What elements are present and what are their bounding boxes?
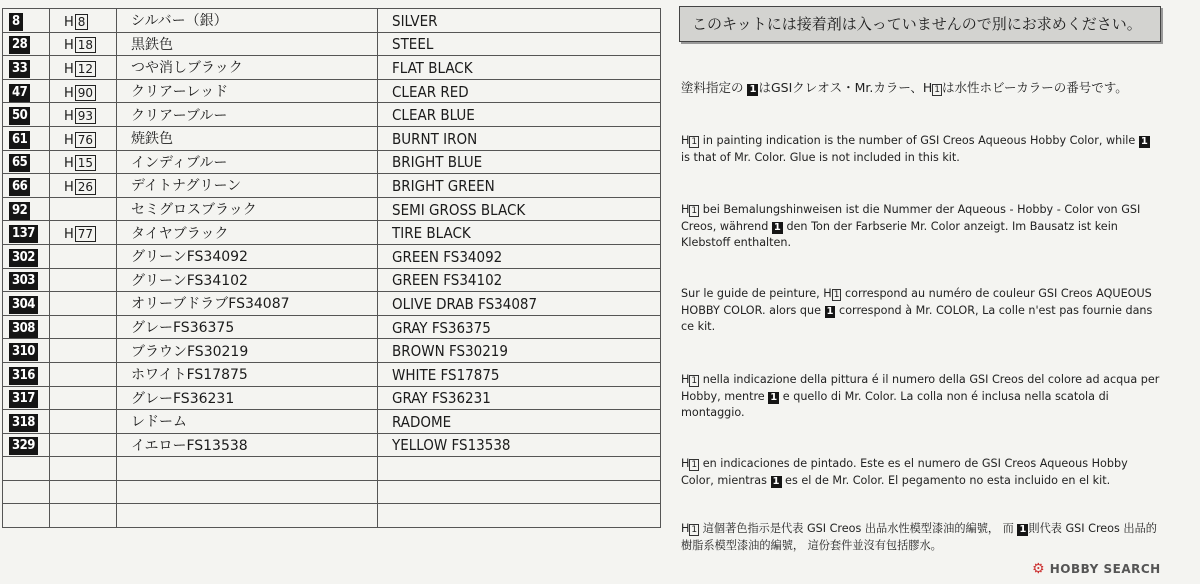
hobby-color-code: H 93 (64, 109, 96, 124)
paragraph-english (681, 133, 1161, 166)
japanese-color-name: イエローFS13538 (131, 437, 248, 454)
mr-color-cell (3, 268, 50, 292)
mr-color-number: 33 (9, 60, 30, 78)
english-color-name: YELLOW FS13538 (392, 436, 511, 455)
english-name-cell (378, 433, 661, 457)
english-color-name: BROWN FS30219 (392, 342, 508, 361)
hobby-color-code: H 15 (64, 156, 96, 171)
mr-color-badge: 1 (772, 475, 780, 487)
mr-color-cell (3, 197, 50, 221)
mr-color-badge: 1 (773, 221, 781, 233)
paragraph-german (681, 202, 1161, 252)
english-color-name: CLEAR BLUE (392, 106, 475, 125)
mr-color-number: 8 (9, 13, 23, 31)
japanese-color-name: タイヤブラック (131, 225, 229, 242)
gear-icon: ⚙ (1032, 561, 1046, 577)
english-color-name: GRAY FS36375 (392, 318, 491, 337)
glue-notice: このキットには接着剤は入っていませんので別にお求めください。 (679, 6, 1161, 42)
table-row (3, 480, 661, 504)
h-code-box: 1 (691, 137, 698, 147)
hobby-color-cell (50, 339, 117, 363)
hobby-color-code: H 12 (64, 62, 96, 77)
table-row (3, 362, 661, 386)
english-color-name: GREEN FS34102 (392, 271, 503, 290)
table-row (3, 221, 661, 245)
hobby-color-cell (50, 268, 117, 292)
table-row (3, 244, 661, 268)
mr-color-cell (3, 79, 50, 103)
hobby-color-cell (50, 386, 117, 410)
japanese-name-cell (117, 126, 378, 150)
para-text: H (681, 203, 690, 216)
english-name-cell (378, 56, 661, 80)
english-name-cell (378, 79, 661, 103)
mr-color-number: 61 (9, 131, 30, 149)
japanese-name-cell (117, 244, 378, 268)
mr-color-cell (3, 56, 50, 80)
table-row (3, 197, 661, 221)
hobby-color-cell (50, 480, 117, 504)
hobby-color-cell (50, 504, 117, 528)
logo-text: HOBBY SEARCH (1049, 562, 1161, 576)
table-row (3, 32, 661, 56)
paint-color-table (2, 8, 661, 528)
english-name-cell (378, 410, 661, 434)
mr-color-number: 50 (9, 107, 30, 125)
hobby-color-number: 26 (75, 179, 96, 195)
mr-color-cell (3, 315, 50, 339)
hobby-color-number: 15 (75, 155, 96, 171)
english-name-cell (378, 292, 661, 316)
english-color-name: RADOME (392, 412, 452, 431)
english-color-name: TIRE BLACK (392, 224, 471, 243)
hobby-color-number: 18 (75, 37, 96, 53)
hobby-color-code: H 90 (64, 86, 96, 101)
japanese-color-name: クリアーレッド (131, 84, 229, 101)
paragraph-french (681, 286, 1161, 336)
mr-color-cell (3, 433, 50, 457)
english-color-name: BURNT IRON (392, 129, 478, 148)
table-row (3, 433, 661, 457)
hobby-color-cell (50, 103, 117, 127)
h-code-box: 1 (691, 525, 698, 535)
english-name-cell (378, 32, 661, 56)
hobby-color-number: 93 (75, 108, 96, 124)
hobby-color-number: 90 (75, 85, 96, 101)
mr-color-number: 318 (9, 414, 38, 432)
mr-color-number: 47 (9, 84, 30, 102)
hobby-color-cell (50, 56, 117, 80)
para-text: H (681, 373, 690, 386)
para-text: is that of Mr. Color. Glue is not included in this kit. (681, 150, 960, 164)
para-text: es el de Mr. Color. El pegamento no esta incluido en el kit. (781, 473, 1111, 487)
hobby-color-code: H 8 (64, 15, 88, 30)
paragraph-japanese (681, 80, 1161, 97)
hobby-color-cell (50, 292, 117, 316)
english-color-name: BRIGHT BLUE (392, 153, 483, 172)
japanese-name-cell (117, 386, 378, 410)
table-row (3, 150, 661, 174)
japanese-name-cell (117, 315, 378, 339)
hobby-color-cell (50, 433, 117, 457)
japanese-name-cell (117, 79, 378, 103)
mr-color-number: 329 (9, 437, 38, 455)
para-text: 則代表 GSI Creos 出品的樹脂系模型漆油的編號， 這份套件並沒有包括膠水。 (681, 522, 1157, 552)
japanese-name-cell (117, 221, 378, 245)
hobby-color-cell (50, 174, 117, 198)
mr-color-number: 317 (9, 390, 38, 408)
english-name-cell (378, 339, 661, 363)
english-name-cell (378, 197, 661, 221)
japanese-color-name: 焼鉄色 (131, 131, 173, 148)
para-text: Sur le guide de peinture, H (681, 287, 832, 300)
japanese-name-cell (117, 339, 378, 363)
mr-color-cell (3, 244, 50, 268)
japanese-name-cell (117, 150, 378, 174)
japanese-name-cell (117, 56, 378, 80)
table-row (3, 457, 661, 481)
hobby-color-number: 12 (75, 61, 96, 77)
japanese-name-cell (117, 197, 378, 221)
h-code-box: 1 (691, 460, 698, 470)
hobby-color-code: H 26 (64, 180, 96, 195)
hobby-color-cell (50, 315, 117, 339)
hobby-color-number: 8 (75, 14, 89, 30)
mr-color-cell (3, 504, 50, 528)
table-row (3, 292, 661, 316)
hobby-color-cell (50, 362, 117, 386)
hobby-color-cell (50, 126, 117, 150)
hobby-color-cell (50, 244, 117, 268)
table-row (3, 268, 661, 292)
mr-color-number: 303 (9, 272, 38, 290)
japanese-name-cell (117, 9, 378, 33)
mr-color-cell (3, 150, 50, 174)
mr-color-cell (3, 126, 50, 150)
h-code-box: 1 (934, 85, 941, 95)
japanese-color-name: グレーFS36375 (131, 320, 235, 337)
mr-color-cell (3, 457, 50, 481)
mr-color-number: 28 (9, 36, 30, 54)
paint-color-table-body (3, 9, 661, 528)
japanese-color-name: クリアーブルー (131, 107, 228, 124)
hobby-color-cell (50, 79, 117, 103)
japanese-color-name: ホワイトFS17875 (131, 367, 248, 384)
para-text: は水性ホビーカラーの番号です。 (942, 80, 1128, 95)
mr-color-number: 304 (9, 296, 38, 314)
japanese-color-name: グリーンFS34092 (131, 249, 248, 266)
mr-color-number: 302 (9, 249, 38, 267)
hobby-color-number: 76 (75, 132, 96, 148)
hobby-color-cell (50, 197, 117, 221)
mr-color-number: 137 (9, 225, 38, 243)
japanese-color-name: レドーム (131, 414, 187, 431)
english-color-name: GRAY FS36231 (392, 389, 491, 408)
japanese-color-name: シルバー（銀） (131, 13, 228, 30)
english-name-cell (378, 386, 661, 410)
english-name-cell (378, 457, 661, 481)
english-color-name: GREEN FS34092 (392, 247, 503, 266)
english-color-name: BRIGHT GREEN (392, 176, 495, 195)
table-row (3, 315, 661, 339)
mr-color-cell (3, 174, 50, 198)
h-code-box: 1 (691, 376, 698, 386)
para-text: correspond à Mr. COLOR, La colle n'est pas fournie dans ce kit. (681, 303, 1153, 333)
english-color-name: STEEL (392, 35, 434, 54)
hobby-color-cell (50, 9, 117, 33)
hobby-color-cell (50, 32, 117, 56)
table-row (3, 56, 661, 80)
table-row (3, 103, 661, 127)
hobby-color-code: H 18 (64, 38, 96, 53)
english-name-cell (378, 362, 661, 386)
mr-color-cell (3, 386, 50, 410)
japanese-color-name: 黒鉄色 (131, 36, 173, 53)
english-color-name: CLEAR RED (392, 82, 469, 101)
japanese-name-cell (117, 504, 378, 528)
japanese-name-cell (117, 292, 378, 316)
h-code-box: 1 (691, 206, 698, 216)
hobby-search-logo (1032, 561, 1161, 577)
english-color-name: WHITE FS17875 (392, 365, 500, 384)
japanese-name-cell (117, 362, 378, 386)
japanese-color-name: グレーFS36231 (131, 390, 235, 407)
para-text: in painting indication is the number of GSI Creos Aqueous Hobby Color, while (699, 134, 1139, 147)
hobby-color-code: H 76 (64, 133, 96, 148)
table-row (3, 126, 661, 150)
paragraph-spanish (681, 456, 1161, 489)
mr-color-number: 92 (9, 202, 30, 220)
mr-color-cell (3, 221, 50, 245)
mr-color-number: 66 (9, 178, 30, 196)
japanese-name-cell (117, 32, 378, 56)
mr-color-cell (3, 103, 50, 127)
hobby-color-cell (50, 221, 117, 245)
english-name-cell (378, 244, 661, 268)
english-color-name: FLAT BLACK (392, 58, 473, 77)
table-row (3, 174, 661, 198)
hobby-color-cell (50, 410, 117, 434)
english-name-cell (378, 150, 661, 174)
para-text: H (681, 134, 690, 147)
hobby-color-number: 77 (75, 226, 96, 242)
japanese-color-name: デイトナグリーン (131, 178, 242, 195)
english-name-cell (378, 480, 661, 504)
hobby-color-code: H 77 (64, 227, 96, 242)
mr-color-cell (3, 362, 50, 386)
mr-color-cell (3, 339, 50, 363)
japanese-name-cell (117, 174, 378, 198)
japanese-color-name: インディブルー (131, 154, 228, 171)
japanese-color-name: セミグロスブラック (131, 202, 257, 219)
table-row (3, 504, 661, 528)
para-text: correspond au numéro de couleur GSI Creos AQUEOUS HOBBY COLOR. alors que (681, 287, 1152, 317)
japanese-name-cell (117, 457, 378, 481)
mr-color-badge: 1 (1019, 524, 1027, 535)
table-row (3, 410, 661, 434)
table-row (3, 386, 661, 410)
para-text: 這個著色指示是代表 GSI Creos 出品水性模型漆油的編號， 而 (699, 522, 1018, 535)
japanese-name-cell (117, 410, 378, 434)
hobby-color-cell (50, 457, 117, 481)
para-text: den Ton der Farbserie Mr. Color anzeigt. Im Bausatz ist kein Klebstoff enthalten. (681, 219, 1118, 249)
table-row (3, 9, 661, 33)
mr-color-badge: 1 (770, 391, 778, 403)
mr-color-number: 65 (9, 154, 30, 172)
english-name-cell (378, 268, 661, 292)
english-name-cell (378, 103, 661, 127)
mr-color-cell (3, 32, 50, 56)
japanese-name-cell (117, 103, 378, 127)
mr-color-cell (3, 292, 50, 316)
japanese-color-name: つや消しブラック (131, 60, 243, 77)
paragraph-italian (681, 372, 1161, 422)
mr-color-number: 310 (9, 343, 38, 361)
mr-color-cell (3, 9, 50, 33)
english-name-cell (378, 9, 661, 33)
english-name-cell (378, 221, 661, 245)
table-row (3, 79, 661, 103)
paragraph-chinese (681, 521, 1161, 554)
mr-color-cell (3, 480, 50, 504)
japanese-color-name: グリーンFS34102 (131, 272, 248, 289)
h-code-box: 1 (833, 290, 840, 300)
para-text: 塗料指定の (681, 80, 748, 95)
mr-color-number: 316 (9, 367, 38, 385)
hobby-color-cell (50, 150, 117, 174)
para-text: e quello di Mr. Color. La colla non é inclusa nella scatola di montaggio. (681, 389, 1109, 419)
para-text: H (681, 457, 690, 470)
english-name-cell (378, 315, 661, 339)
table-row (3, 339, 661, 363)
english-color-name: SEMI GROSS BLACK (392, 200, 526, 219)
japanese-name-cell (117, 480, 378, 504)
mr-color-cell (3, 410, 50, 434)
japanese-name-cell (117, 433, 378, 457)
mr-color-number: 308 (9, 320, 38, 338)
japanese-color-name: オリーブドラブFS34087 (131, 296, 290, 313)
para-text: en indicaciones de pintado. Este es el numero de GSI Creos Aqueous Hobby Color, mientras (681, 457, 1128, 487)
para-text: nella indicazione della pittura é il numero della GSI Creos del colore ad acqua per Hobby, mentre (681, 373, 1160, 403)
japanese-name-cell (117, 268, 378, 292)
japanese-color-name: ブラウンFS30219 (131, 343, 249, 360)
english-color-name: SILVER (392, 11, 438, 30)
para-text: はGSIクレオス・Mr.カラー、H (758, 80, 933, 95)
english-name-cell (378, 126, 661, 150)
english-color-name: OLIVE DRAB FS34087 (392, 294, 538, 313)
mr-color-badge: 1 (749, 84, 757, 95)
mr-color-badge: 1 (1140, 136, 1148, 147)
para-text: H (681, 522, 690, 535)
para-text: bei Bemalungshinweisen ist die Nummer der Aqueous - Hobby - Color von GSI Creos, während (681, 203, 1141, 233)
english-name-cell (378, 174, 661, 198)
english-name-cell (378, 504, 661, 528)
mr-color-badge: 1 (826, 305, 834, 317)
